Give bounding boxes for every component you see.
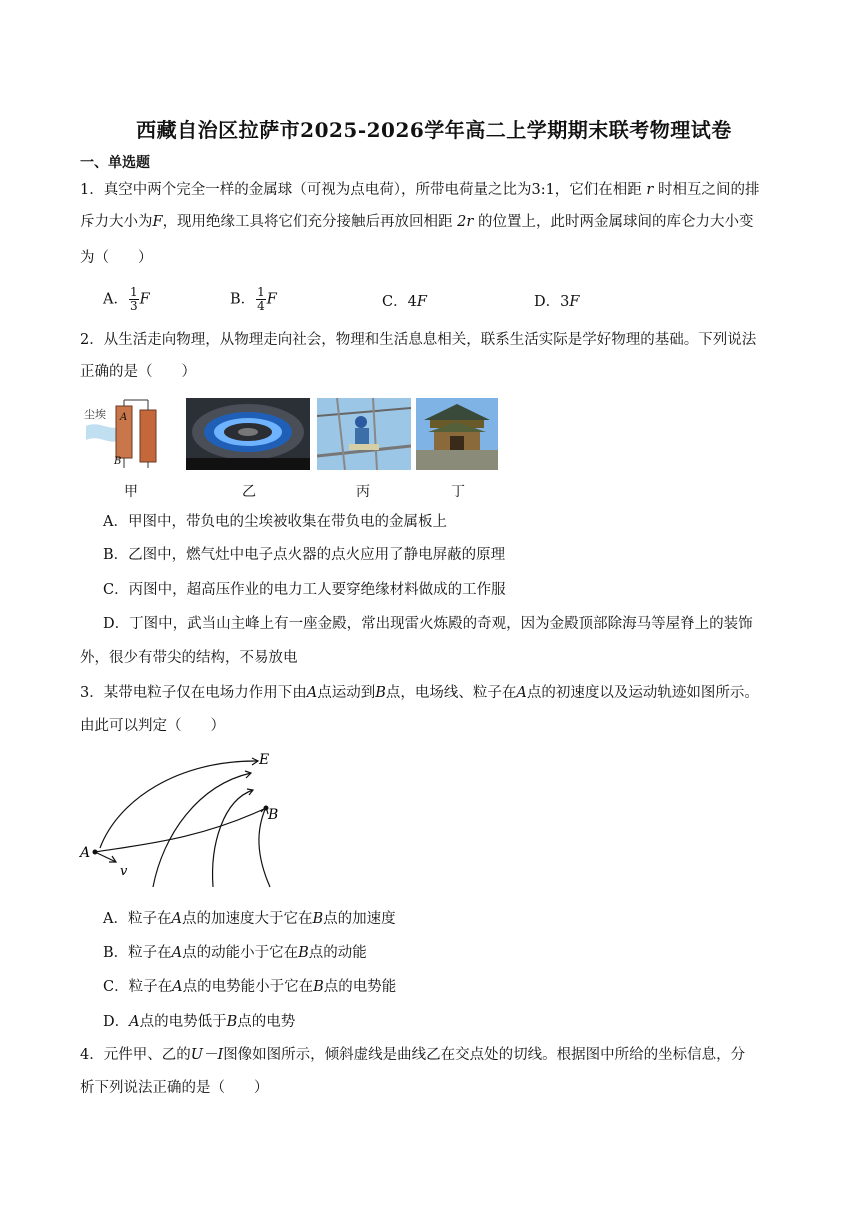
q1-line-1: 1．真空中两个完全一样的金属球（可视为点电荷），所带电荷量之比为3:1，它们在相距 r 时相互之间的排 (80, 182, 760, 198)
section-heading: 一、单选题 (80, 155, 150, 171)
gas-stove-photo (186, 398, 310, 470)
q2-option-a[interactable]: A．甲图中，带负电的尘埃被收集在带负电的金属板上 (103, 514, 447, 530)
q1-option-c[interactable]: C．4F (382, 294, 427, 310)
q4-line-1: 4．元件甲、乙的U－I图像如图所示，倾斜虚线是曲线乙在交点处的切线。根据图中所给的坐标信息，分 (80, 1047, 746, 1063)
q4-line-2: 析下列说法正确的是（ ） (80, 1080, 269, 1096)
q3-option-b[interactable]: B．粒子在A点的动能小于它在B点的动能 (103, 945, 367, 961)
caption-yi: 乙 (242, 484, 256, 500)
q1-line-3: 为（ ） (80, 250, 153, 266)
q2-option-d[interactable]: D．丁图中，武当山主峰上有一座金殿，常出现雷火炼殿的奇观，因为金殿顶部除海马等屋脊上的装饰 (103, 616, 753, 632)
point-a-label: A (80, 845, 91, 861)
q3-option-a[interactable]: A．粒子在A点的加速度大于它在B点的加速度 (103, 911, 396, 927)
q3-line-1: 3．某带电粒子仅在电场力作用下由A点运动到B点，电场线、粒子在A点的初速度以及运动轨迹如图所示。 (80, 685, 759, 701)
q3-option-c[interactable]: C．粒子在A点的电势能小于它在B点的电势能 (103, 979, 397, 995)
electric-field-figure (78, 745, 298, 890)
q1-option-d[interactable]: D．3F (534, 294, 580, 310)
q2-line-2: 正确的是（ ） (80, 364, 196, 380)
q3-line-2: 由此可以判定（ ） (80, 718, 225, 734)
q1-option-a[interactable]: A． $\frac{1}{3}$ F (103, 285, 150, 313)
velocity-label: v (120, 864, 128, 879)
q2-line-1: 2．从生活走向物理，从物理走向社会，物理和生活息息相关，联系生活实际是学好物理的基础。下列说法 (80, 332, 757, 348)
q2-option-c[interactable]: C．丙图中，超高压作业的电力工人要穿绝缘材料做成的工作服 (103, 582, 506, 598)
field-label-e: E (259, 752, 270, 768)
q1-option-b[interactable]: B． $\frac{1}{4}$ F (230, 285, 277, 313)
dust-precipitator-figure (82, 396, 182, 476)
dust-label: 尘埃 (84, 408, 106, 421)
power-worker-photo (317, 398, 411, 470)
caption-ding: 丁 (451, 484, 465, 500)
plate-b-label: B (114, 456, 122, 467)
caption-bing: 丙 (356, 484, 370, 500)
plate-a-label: A (120, 412, 128, 423)
caption-jia: 甲 (124, 484, 138, 500)
q1-line-2: 斥力大小为F，现用绝缘工具将它们充分接触后再放回相距 2r 的位置上，此时两金属球间的库仑力大小变 (80, 214, 754, 230)
q3-option-d[interactable]: D．A点的电势低于B点的电势 (103, 1014, 296, 1030)
page-title: 西藏自治区拉萨市2025-2026学年高二上学期期末联考物理试卷 (136, 118, 732, 142)
q2-option-d-continued: 外，很少有带尖的结构，不易放电 (80, 650, 298, 666)
point-b-label: B (268, 807, 279, 823)
golden-hall-photo (416, 398, 498, 470)
q2-option-b[interactable]: B．乙图中，燃气灶中电子点火器的点火应用了静电屏蔽的原理 (103, 547, 506, 563)
